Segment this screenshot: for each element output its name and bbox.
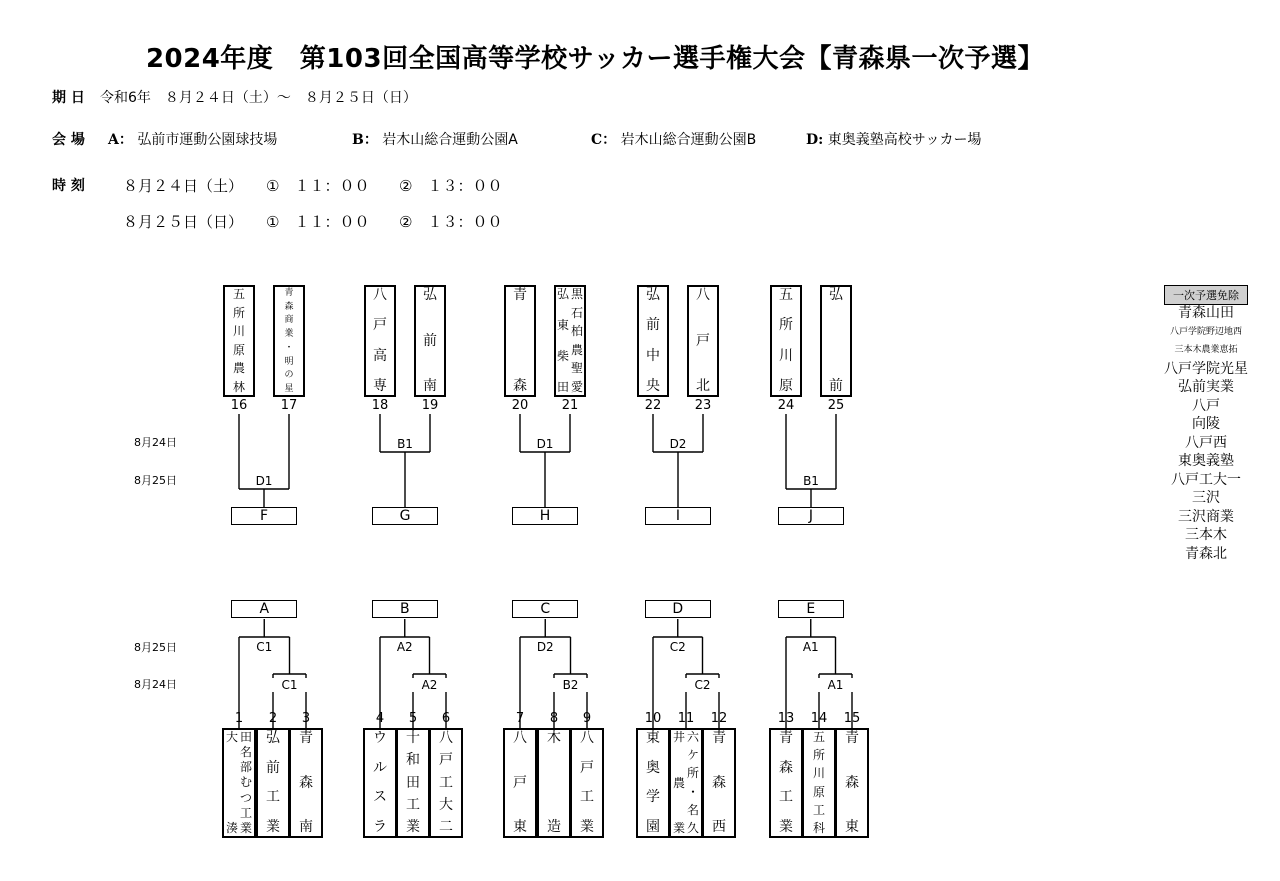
team-name-char: 田 bbox=[406, 774, 420, 791]
team-name-char: 五 bbox=[232, 287, 245, 301]
team-box bbox=[363, 728, 397, 838]
team-number: 9 bbox=[582, 711, 592, 726]
team-number: 14 bbox=[810, 711, 828, 726]
team-name-char: 柏 bbox=[571, 324, 584, 339]
team-name bbox=[779, 730, 793, 836]
team-name-char: 明 bbox=[284, 356, 294, 367]
team-name bbox=[646, 287, 660, 395]
team-name-char: 業 bbox=[240, 820, 253, 835]
team-name-char: 弘 bbox=[829, 287, 843, 303]
team-box bbox=[223, 285, 255, 397]
team-name-char: 戸 bbox=[439, 752, 453, 769]
team-name-char: 戸 bbox=[580, 759, 594, 776]
team-box bbox=[537, 728, 571, 838]
date-label-top-aug25: 8月25日 bbox=[134, 474, 177, 487]
team-name-char: 青 bbox=[299, 730, 313, 746]
date-label-bottom-aug25: 8月25日 bbox=[134, 641, 177, 654]
exempt-team: 弘前実業 bbox=[1178, 379, 1234, 395]
team-name bbox=[240, 730, 252, 836]
team-name-char: 工 bbox=[779, 789, 793, 806]
team-name bbox=[513, 730, 527, 836]
team-name-char: 青 bbox=[284, 288, 294, 298]
team-name-char: 部 bbox=[240, 760, 253, 775]
court-label: C2 bbox=[683, 678, 723, 692]
venue-b-letter: B： bbox=[352, 132, 378, 148]
team-name-char: 前 bbox=[266, 759, 280, 776]
team-name-char: 東 bbox=[513, 819, 527, 835]
venue-d-letter: D: bbox=[806, 132, 824, 148]
exempt-team: 三本木農業恵拓 bbox=[1174, 345, 1238, 355]
venue-c-letter: C： bbox=[591, 132, 617, 148]
team-name-char: 学 bbox=[646, 789, 660, 806]
team-number: 20 bbox=[511, 398, 529, 413]
team-name-char: 商 bbox=[284, 315, 294, 326]
team-name-char: 川 bbox=[779, 347, 793, 364]
exempt-team: 東奥義塾 bbox=[1178, 453, 1234, 469]
venue-c-name: 岩木山総合運動公園B bbox=[620, 132, 757, 148]
team-name bbox=[845, 730, 859, 836]
team-name-char: 田 bbox=[240, 730, 253, 744]
team-name bbox=[779, 287, 793, 395]
team-name-char: 黒 bbox=[571, 287, 584, 301]
team-name bbox=[406, 730, 420, 836]
period-text: 令和6年 ８月２４日（土）～ ８月２５日（日） bbox=[100, 90, 417, 106]
team-name-char: ・ bbox=[687, 784, 700, 799]
team-name-char: 聖 bbox=[571, 361, 584, 376]
slot-box: C bbox=[512, 600, 578, 618]
team-number: 17 bbox=[280, 398, 298, 413]
court-label: B1 bbox=[385, 437, 425, 451]
team-box bbox=[687, 285, 719, 397]
court-label: A1 bbox=[791, 640, 831, 654]
exempt-team: 青森山田 bbox=[1178, 305, 1234, 321]
team-name-char: 森 bbox=[299, 774, 313, 791]
team-name-char: 八 bbox=[513, 730, 527, 746]
team-name bbox=[687, 730, 699, 836]
court-label: C1 bbox=[244, 640, 284, 654]
team-name bbox=[580, 730, 594, 836]
team-name-char: 柴 bbox=[556, 349, 569, 363]
team-box bbox=[222, 728, 256, 838]
slot-box: I bbox=[645, 507, 711, 525]
team-box bbox=[802, 728, 836, 838]
team-name-char: 所 bbox=[812, 748, 825, 763]
team-name bbox=[266, 730, 280, 836]
team-box bbox=[769, 728, 803, 838]
team-box bbox=[503, 728, 537, 838]
team-name-char: 奥 bbox=[646, 759, 660, 776]
team-name-char: 東 bbox=[646, 730, 660, 746]
team-number: 15 bbox=[843, 711, 861, 726]
team-box bbox=[835, 728, 869, 838]
exempt-team: 青森北 bbox=[1185, 545, 1227, 562]
slot-box: J bbox=[778, 507, 844, 525]
team-number: 24 bbox=[777, 398, 795, 413]
team-name-char: 業 bbox=[672, 821, 685, 835]
team-name bbox=[557, 287, 569, 395]
team-box bbox=[289, 728, 323, 838]
team-name-char: 西 bbox=[712, 819, 726, 835]
team-name-char: 戸 bbox=[696, 332, 710, 349]
team-number: 22 bbox=[644, 398, 662, 413]
time-label: 時 刻 bbox=[52, 178, 85, 194]
team-name-char: 弘 bbox=[646, 287, 660, 303]
team-name-char: 農 bbox=[571, 342, 584, 357]
team-name-char: 名 bbox=[240, 745, 253, 760]
time-day1-slot2: ② １３：００ bbox=[399, 177, 503, 195]
team-name-char: 前 bbox=[829, 378, 843, 394]
team-name-char: 林 bbox=[232, 379, 245, 394]
team-name-char: 星 bbox=[284, 383, 294, 394]
court-label: C2 bbox=[658, 640, 698, 654]
team-name-char: 六 bbox=[687, 730, 700, 744]
slot-box: D bbox=[645, 600, 711, 618]
team-number: 11 bbox=[677, 711, 695, 726]
team-name-char: 所 bbox=[779, 317, 793, 334]
team-name-char: 業 bbox=[266, 818, 280, 835]
team-box bbox=[669, 728, 703, 838]
team-number: 8 bbox=[549, 711, 559, 726]
team-name-char: 原 bbox=[812, 784, 825, 799]
team-box bbox=[396, 728, 430, 838]
team-number: 18 bbox=[371, 398, 389, 413]
venue-a-name: 弘前市運動公園球技場 bbox=[137, 132, 278, 148]
team-name-char: ウ bbox=[373, 730, 387, 746]
slot-box: G bbox=[372, 507, 438, 525]
team-name-char: ス bbox=[373, 789, 387, 806]
team-name-char: 八 bbox=[580, 730, 594, 746]
team-name-char: 森 bbox=[779, 759, 793, 776]
venue-label: 会 場 bbox=[52, 132, 85, 148]
team-number: 5 bbox=[408, 711, 418, 726]
team-name-char: 八 bbox=[373, 287, 387, 303]
time-day1-slot1: ① １１：００ bbox=[266, 177, 370, 195]
team-name-char: 青 bbox=[712, 730, 726, 746]
exempt-team: 三沢 bbox=[1192, 490, 1220, 506]
team-number: 25 bbox=[827, 398, 845, 413]
exempt-team: 八戸学院野辺地西 bbox=[1169, 326, 1242, 337]
exempt-team: 八戸西 bbox=[1185, 434, 1227, 451]
team-name-char: の bbox=[284, 370, 294, 381]
team-number: 2 bbox=[268, 711, 278, 726]
team-name-char: 愛 bbox=[571, 379, 584, 394]
team-name-char: 五 bbox=[812, 730, 825, 744]
period-label: 期 日 bbox=[52, 90, 85, 106]
team-name-char: 中 bbox=[646, 347, 660, 364]
team-name-char: む bbox=[240, 775, 253, 790]
team-name-char: 川 bbox=[232, 324, 245, 339]
venue-d-name: 東奥義塾高校サッカー場 bbox=[827, 132, 982, 148]
team-name bbox=[373, 730, 387, 836]
team-name-char: 科 bbox=[812, 820, 825, 835]
team-name bbox=[439, 730, 453, 836]
team-name bbox=[547, 730, 561, 836]
team-name-char: 工 bbox=[406, 796, 420, 813]
team-name-char: 高 bbox=[373, 347, 387, 364]
team-name-char: 森 bbox=[513, 378, 527, 394]
team-name-char: ラ bbox=[373, 818, 387, 835]
team-name-char: 弘 bbox=[423, 287, 437, 303]
team-number: 12 bbox=[710, 711, 728, 726]
team-name-char: 田 bbox=[556, 380, 569, 394]
team-name-char: 業 bbox=[284, 329, 294, 340]
team-name-char: 工 bbox=[580, 789, 594, 806]
slot-box: F bbox=[231, 507, 297, 525]
exempt-header: 一次予選免除 bbox=[1164, 285, 1248, 305]
team-name-char: 湊 bbox=[225, 821, 238, 835]
team-name-char: 工 bbox=[266, 789, 280, 806]
exempt-team: 八戸 bbox=[1192, 397, 1220, 414]
team-name-char: 原 bbox=[232, 342, 245, 357]
team-box bbox=[636, 728, 670, 838]
team-number: 10 bbox=[644, 711, 662, 726]
team-name-char: 戸 bbox=[373, 317, 387, 334]
team-name bbox=[233, 287, 245, 395]
team-name-char: 業 bbox=[406, 819, 420, 835]
team-name-char: 南 bbox=[299, 819, 313, 835]
team-name-char: 名 bbox=[687, 802, 700, 817]
team-name-char: 五 bbox=[779, 287, 793, 303]
team-name-char: 農 bbox=[232, 361, 245, 376]
team-name-char: 青 bbox=[513, 287, 527, 303]
team-name bbox=[299, 730, 313, 836]
date-label-bottom-aug24: 8月24日 bbox=[134, 678, 177, 691]
team-name-char: 前 bbox=[423, 332, 437, 349]
court-label: A1 bbox=[816, 678, 856, 692]
team-name-char: 央 bbox=[646, 377, 660, 394]
time-day2-date: ８月２５日（日） bbox=[123, 213, 244, 231]
team-name-char: 石 bbox=[571, 305, 584, 320]
team-number: 4 bbox=[375, 711, 385, 726]
team-name bbox=[646, 730, 660, 836]
team-number: 6 bbox=[441, 711, 451, 726]
team-name bbox=[696, 287, 710, 395]
team-name-char: 工 bbox=[439, 774, 453, 791]
team-name-char: 大 bbox=[439, 796, 453, 813]
team-number: 3 bbox=[301, 711, 311, 726]
team-name bbox=[513, 287, 527, 395]
team-box bbox=[554, 285, 586, 397]
team-box bbox=[570, 728, 604, 838]
court-label: D2 bbox=[525, 640, 565, 654]
court-label: D1 bbox=[525, 437, 565, 451]
exempt-team: 八戸工大一 bbox=[1171, 471, 1241, 488]
team-name bbox=[373, 287, 387, 395]
team-box bbox=[256, 728, 290, 838]
exempt-team: 向陵 bbox=[1192, 416, 1220, 432]
team-name-char: 東 bbox=[845, 819, 859, 835]
team-name-char: 木 bbox=[547, 730, 561, 746]
team-box bbox=[273, 285, 305, 397]
exempt-team: 三沢商業 bbox=[1178, 508, 1234, 525]
team-number: 1 bbox=[234, 711, 244, 726]
court-label: A2 bbox=[410, 678, 450, 692]
team-number: 7 bbox=[515, 711, 525, 726]
team-name-char: 工 bbox=[812, 802, 825, 817]
team-name-char: 森 bbox=[284, 301, 294, 312]
team-name-char: ・ bbox=[284, 342, 294, 353]
team-name-char: ケ bbox=[687, 748, 700, 763]
team-name-char: 森 bbox=[845, 774, 859, 791]
slot-box: E bbox=[778, 600, 844, 618]
team-box bbox=[504, 285, 536, 397]
team-name bbox=[226, 730, 238, 836]
team-box bbox=[364, 285, 396, 397]
team-number: 19 bbox=[421, 398, 439, 413]
team-name-char: 大 bbox=[225, 730, 238, 744]
court-label: C1 bbox=[270, 678, 310, 692]
court-label: A2 bbox=[385, 640, 425, 654]
team-name-char: 所 bbox=[232, 305, 245, 320]
team-name bbox=[712, 730, 726, 836]
court-label: B2 bbox=[551, 678, 591, 692]
team-name-char: 園 bbox=[646, 818, 660, 835]
team-name-char: 造 bbox=[547, 819, 561, 835]
team-number: 13 bbox=[777, 711, 795, 726]
team-name-char: 八 bbox=[696, 287, 710, 303]
team-name-char: 業 bbox=[779, 818, 793, 835]
team-name-char: 青 bbox=[845, 730, 859, 746]
team-name-char: ル bbox=[373, 759, 387, 776]
exempt-team: 八戸学院光星 bbox=[1164, 360, 1248, 377]
court-label: D2 bbox=[658, 437, 698, 451]
team-name-char: 青 bbox=[779, 730, 793, 746]
team-name bbox=[813, 730, 825, 836]
team-name-char: 久 bbox=[687, 820, 700, 835]
team-name-char: 弘 bbox=[266, 730, 280, 746]
team-name-char: 東 bbox=[556, 318, 569, 332]
slot-box: B bbox=[372, 600, 438, 618]
team-name-char: 和 bbox=[406, 752, 420, 769]
team-box bbox=[414, 285, 446, 397]
time-day2-slot1: ① １１：００ bbox=[266, 213, 370, 231]
team-name-char: 専 bbox=[373, 377, 387, 394]
team-box bbox=[429, 728, 463, 838]
team-name-char: 川 bbox=[812, 766, 825, 781]
team-name-char: 前 bbox=[646, 317, 660, 334]
team-name bbox=[284, 287, 293, 395]
team-name-char: 森 bbox=[712, 774, 726, 791]
court-label: D1 bbox=[244, 474, 284, 488]
team-name bbox=[571, 287, 583, 395]
team-name bbox=[423, 287, 437, 395]
team-number: 23 bbox=[694, 398, 712, 413]
team-name-char: 弘 bbox=[556, 287, 569, 301]
team-name-char: 南 bbox=[423, 378, 437, 394]
team-number: 21 bbox=[561, 398, 579, 413]
team-box bbox=[702, 728, 736, 838]
date-label-top-aug24: 8月24日 bbox=[134, 436, 177, 449]
team-name-char: 戸 bbox=[513, 774, 527, 791]
team-box bbox=[770, 285, 802, 397]
team-name-char: 八 bbox=[439, 730, 453, 746]
team-box bbox=[637, 285, 669, 397]
venue-a-letter: A： bbox=[108, 132, 133, 148]
team-name-char: 二 bbox=[439, 819, 453, 835]
team-box bbox=[820, 285, 852, 397]
team-name-char: つ bbox=[240, 790, 253, 805]
team-name-char: 北 bbox=[696, 378, 710, 394]
team-number: 16 bbox=[230, 398, 248, 413]
venue-b-name: 岩木山総合運動公園A bbox=[382, 132, 518, 148]
slot-box: A bbox=[231, 600, 297, 618]
team-name-char: 原 bbox=[779, 377, 793, 394]
team-name-char: 工 bbox=[240, 805, 253, 820]
page-title: 2024年度 第103回全国高等学校サッカー選手権大会【青森県一次予選】 bbox=[145, 44, 1045, 74]
team-name-char: 井 bbox=[672, 730, 685, 744]
time-day2-slot2: ② １３：００ bbox=[399, 213, 503, 231]
court-label: B1 bbox=[791, 474, 831, 488]
team-name-char: 農 bbox=[672, 775, 685, 790]
team-name-char: 業 bbox=[580, 818, 594, 835]
team-name bbox=[673, 730, 685, 836]
team-name-char: 所 bbox=[687, 766, 700, 781]
time-day1-date: ８月２４日（土） bbox=[123, 177, 244, 195]
slot-box: H bbox=[512, 507, 578, 525]
team-name bbox=[829, 287, 843, 395]
team-name-char: 十 bbox=[406, 730, 420, 746]
exempt-team: 三本木 bbox=[1185, 527, 1227, 543]
